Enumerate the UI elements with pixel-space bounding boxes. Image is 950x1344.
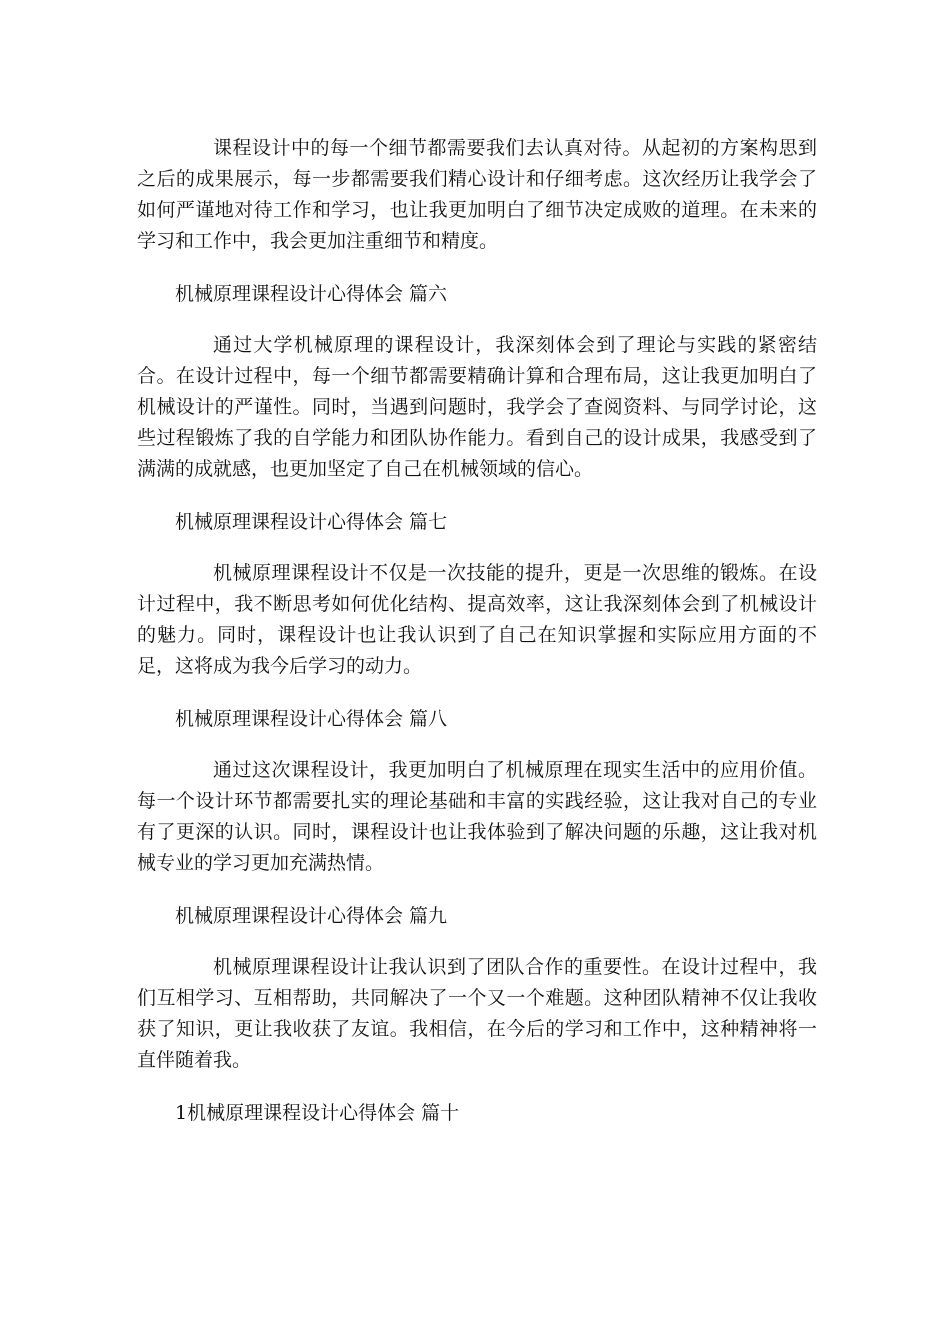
section-heading-9: 机械原理课程设计心得体会 篇九	[175, 905, 448, 927]
paragraph-section-7: 机械原理课程设计不仅是一次技能的提升，更是一次思维的锻炼。在设计过程中，我不断思考如何优化结构、提高效率，这让我深刻体会到了机械设计的魅力。同时，课程设计也让我认识到了自己在知识掌握和实际应用方面的不足，这将成为我今后学习的动力。	[137, 562, 817, 677]
spacer	[137, 1076, 817, 1098]
spacer	[137, 682, 817, 704]
spacer	[137, 485, 817, 507]
section-heading-8: 机械原理课程设计心得体会 篇八	[175, 708, 448, 730]
section-heading-7: 机械原理课程设计心得体会 篇七	[175, 511, 448, 533]
section-heading-6: 机械原理课程设计心得体会 篇六	[175, 283, 448, 305]
spacer	[137, 310, 817, 330]
spacer	[137, 879, 817, 901]
spacer	[137, 932, 817, 952]
paragraph-section-8: 通过这次课程设计，我更加明白了机械原理在现实生活中的应用价值。每一个设计环节都需要扎实的理论基础和丰富的实践经验，这让我对自己的专业有了更深的认识。同时，课程设计也让我体验到了解决问题的乐趣，这让我对机械专业的学习更加充满热情。	[137, 759, 817, 874]
spacer	[137, 538, 817, 558]
spacer	[137, 735, 817, 755]
spacer	[137, 257, 817, 279]
paragraph-conclusion-previous: 课程设计中的每一个细节都需要我们去认真对待。从起初的方案构思到之后的成果展示，每一步都需要我们精心设计和仔细考虑。这次经历让我学会了如何严谨地对待工作和学习，也让我更加明白了细节决定成败的道理。在未来的学习和工作中，我会更加注重细节和精度。	[137, 137, 817, 252]
paragraph-section-6: 通过大学机械原理的课程设计，我深刻体会到了理论与实践的紧密结合。在设计过程中，每一个细节都需要精确计算和合理布局，这让我更加明白了机械设计的严谨性。同时，当遇到问题时，我学会了查阅资料、与同学讨论，这些过程锻炼了我的自学能力和团队协作能力。看到自己的设计成果，我感受到了满满的成就感，也更加坚定了自己在机械领域的信心。	[137, 334, 817, 480]
section-heading-10: 1机械原理课程设计心得体会 篇十	[175, 1102, 460, 1124]
document-body	[137, 133, 817, 1129]
paragraph-section-9: 机械原理课程设计让我认识到了团队合作的重要性。在设计过程中，我们互相学习、互相帮助，共同解决了一个又一个难题。这种团队精神不仅让我收获了知识，更让我收获了友谊。我相信，在今后的学习和工作中，这种精神将一直伴随着我。	[137, 956, 817, 1071]
